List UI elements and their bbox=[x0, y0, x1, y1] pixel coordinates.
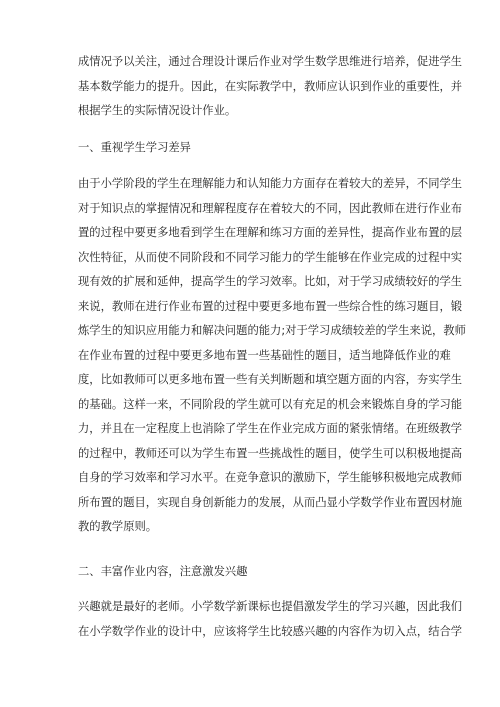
text-line: 度，比如教师可以更多地布置一些有关判断题和填空题方面的内容，夯实学生 bbox=[78, 373, 463, 386]
text-line: 所布置的题目，实现自身创新能力的发展，从而凸显小学数学作业布置因材施 bbox=[78, 495, 463, 509]
text-line: 的基础。这样一来，不同阶段的学生就可以有充足的机会来锻炼自身的学习能 bbox=[78, 397, 463, 411]
text-line: 来说，教师在进行作业布置的过程中要更多地布置一些综合性的练习题目，锻 bbox=[78, 299, 463, 313]
text-line: 在作业布置的过程中要更多地布置一些基础性的题目，适当地降低作业的难 bbox=[78, 348, 451, 362]
text-line: 成情况予以关注，通过合理设计课后作业对学生数学思维进行培养，促进学生 bbox=[78, 55, 463, 68]
text-line: 现有效的扩展和延伸，提高学生的学习效率。比如，对于学习成绩较好的学生 bbox=[78, 275, 463, 288]
text-line: 由于小学阶段的学生在理解能力和认知能力方面存在着较大的差异，不同学生 bbox=[78, 177, 463, 190]
text-line: 根据学生的实际情况设计作业。 bbox=[78, 104, 237, 117]
text-line: 次性特征，从而使不同阶段和不同学习能力的学生能够在作业完成的过程中实 bbox=[78, 250, 463, 264]
paragraph-interest bbox=[78, 595, 463, 644]
text-line: 在小学数学作业的设计中，应该将学生比较感兴趣的内容作为切入点，结合学 bbox=[78, 624, 463, 638]
text-line: 兴趣就是最好的老师。小学数学新课标也提倡激发学生的学习兴趣，因此我们 bbox=[78, 600, 463, 613]
text-line: 对于知识点的掌握情况和理解程度存在着较大的不同，因此教师在进行作业布 bbox=[78, 201, 463, 215]
heading-text: 二、丰富作业内容，注意激发兴趣 bbox=[78, 565, 248, 578]
text-line: 的过程中，教师还可以为学生布置一些挑战性的题目，使学生可以积极地提高 bbox=[78, 446, 463, 460]
paragraph-learning-differences bbox=[78, 172, 466, 540]
text-line: 炼学生的知识应用能力和解决问题的能力;对于学习成绩较差的学生来说，教师 bbox=[78, 324, 466, 337]
text-line: 教的教学原则。 bbox=[78, 520, 158, 533]
text-line: 基本数学能力的提升。因此，在实际教学中，教师应认识到作业的重要性，并 bbox=[78, 79, 463, 93]
section-heading-2 bbox=[78, 560, 423, 585]
text-line: 自身的学习效率和学习水平。在竞争意识的激励下，学生能够积极地完成教师 bbox=[78, 471, 463, 484]
section-heading-1 bbox=[78, 136, 423, 161]
heading-text: 一、重视学生学习差异 bbox=[78, 141, 191, 154]
text-line: 力，并且在一定程度上也消除了学生在作业完成方面的紧张情绪。在班级教学 bbox=[78, 422, 463, 435]
text-line: 置的过程中要更多地看到学生在理解和练习方面的差异性，提高作业布置的层 bbox=[78, 226, 463, 239]
paragraph-intro bbox=[78, 50, 463, 124]
